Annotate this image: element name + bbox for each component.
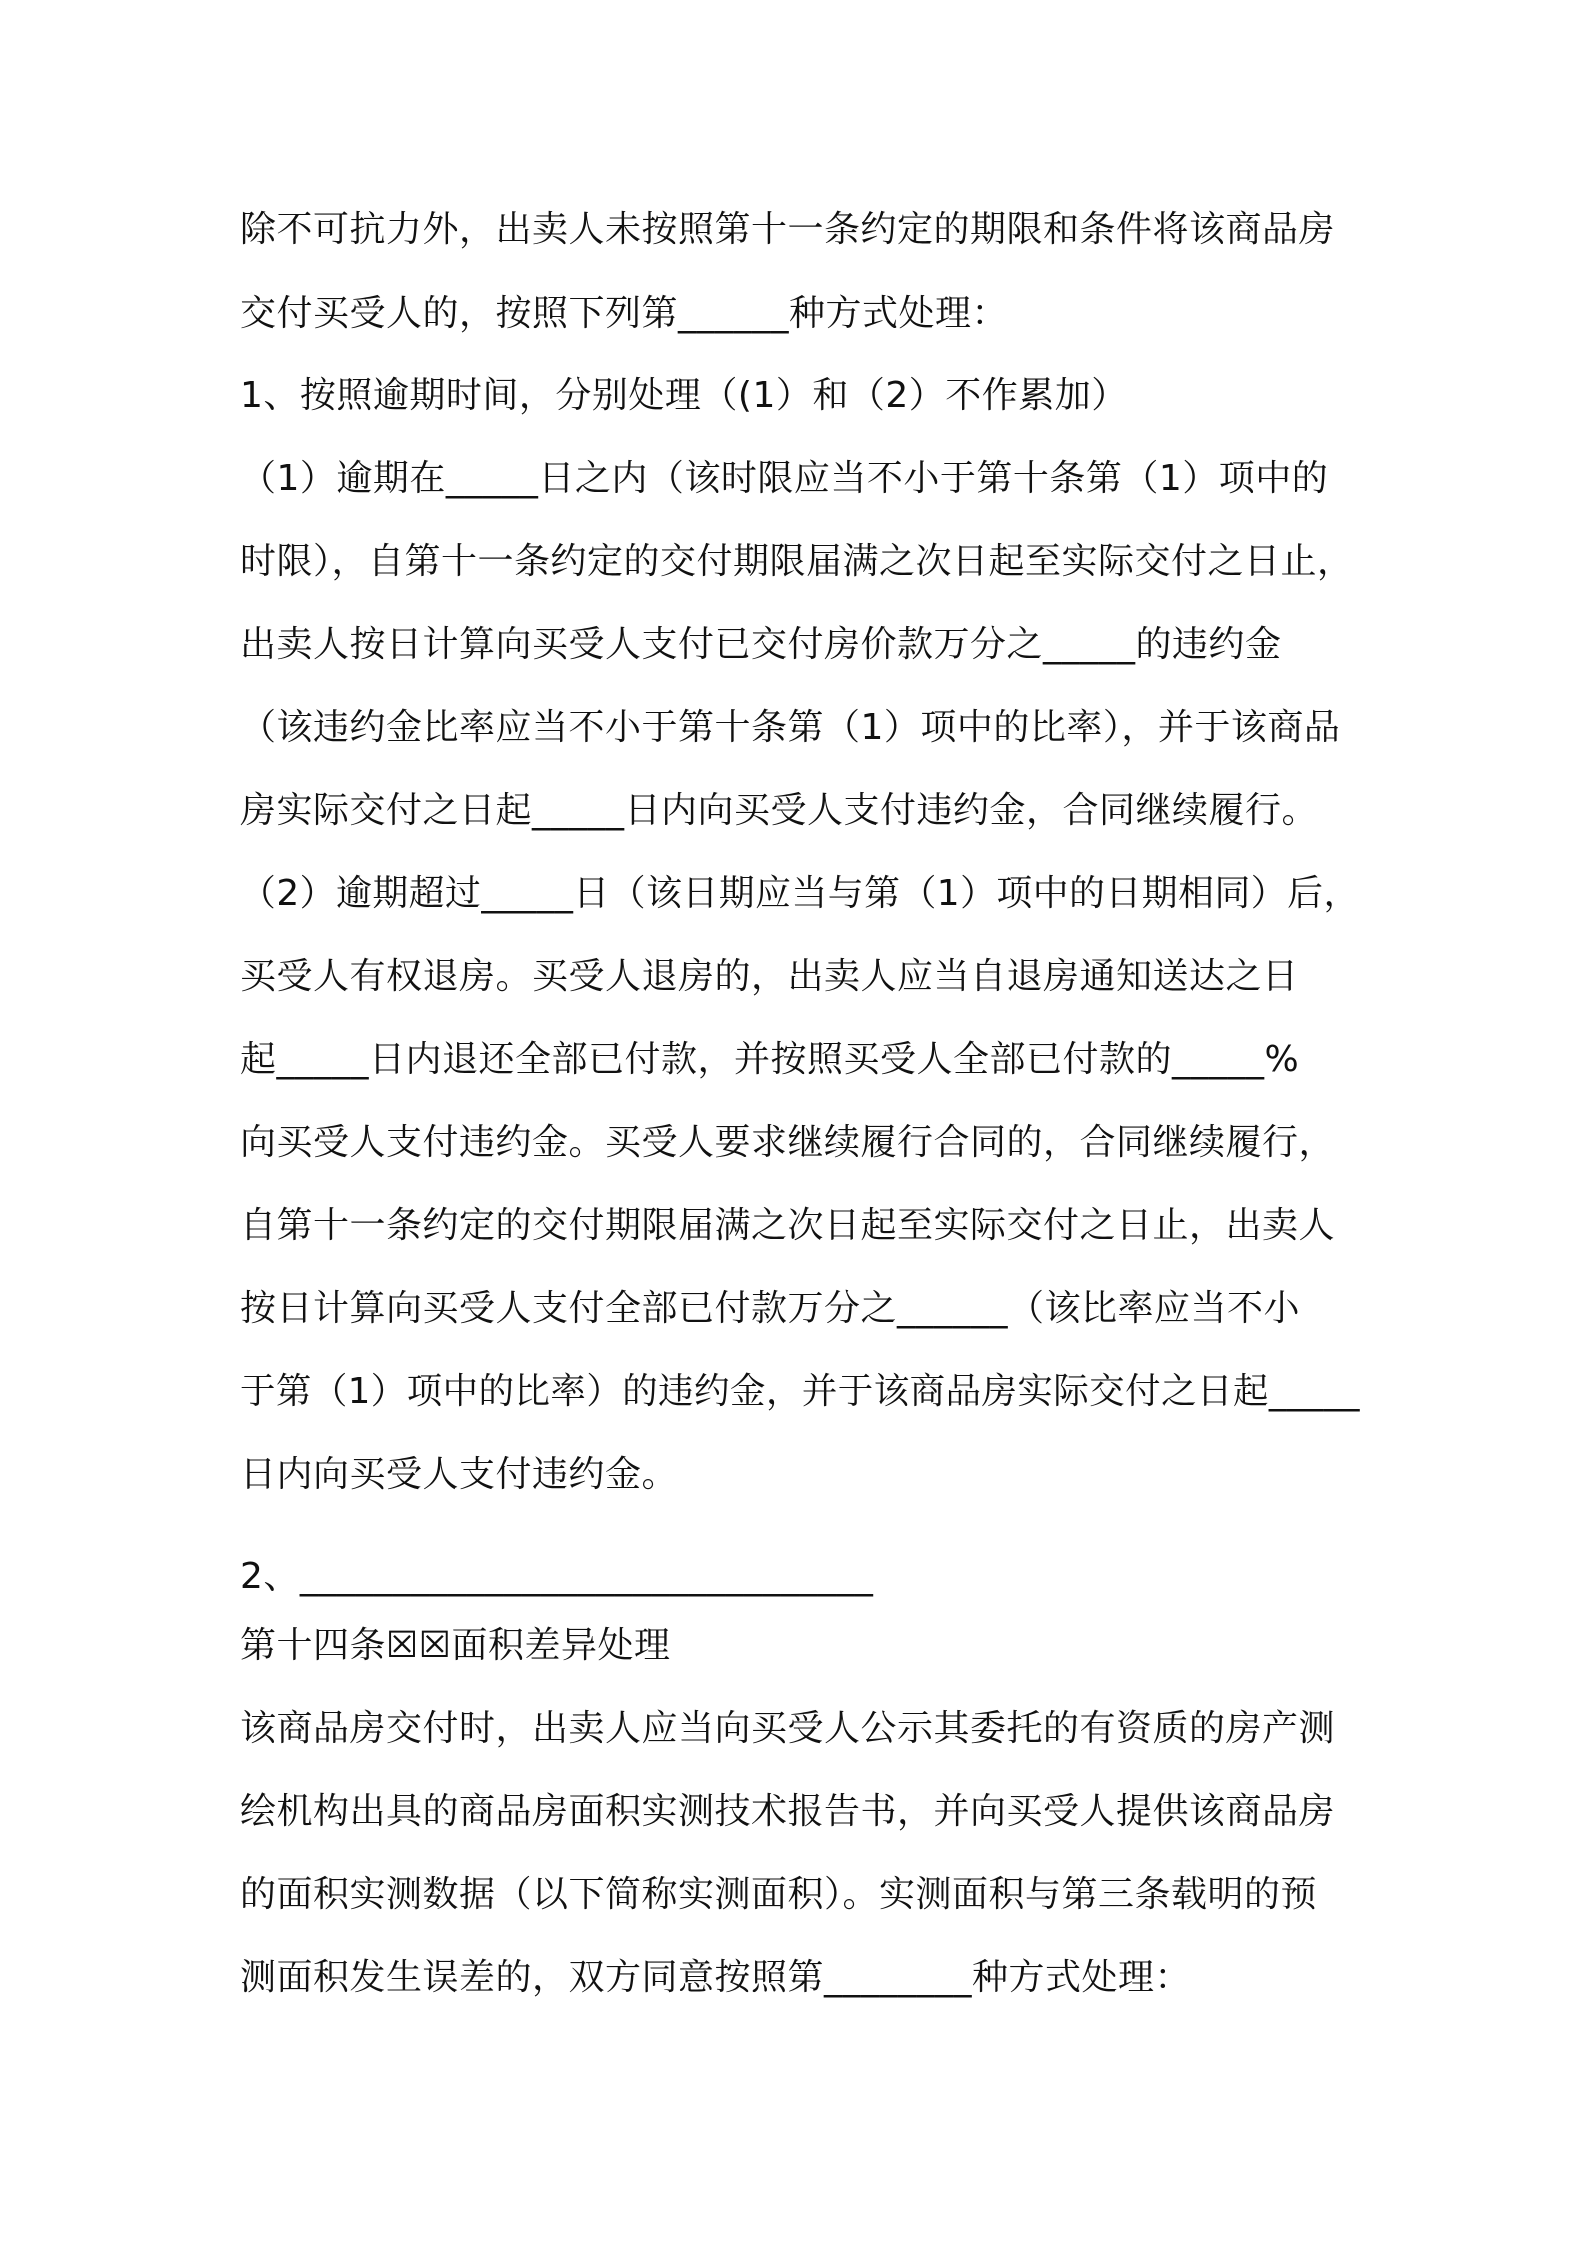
text-line: 该商品房交付时，出卖人应当向买受人公示其委托的有资质的房产测 (240, 1708, 1336, 1749)
text-line: 时限），自第十一条约定的交付期限届满之次日起至实际交付之日止， (240, 541, 1354, 582)
text-line: （该违约金比率应当不小于第十条第（1）项中的比率），并于该商品 (240, 707, 1341, 748)
text-line: 交付买受人的，按照下列第______种方式处理： (240, 293, 1009, 334)
text-line: 于第（1）项中的比率）的违约金，并于该商品房实际交付之日起_____ (240, 1371, 1360, 1412)
text-line: 按日计算向买受人支付全部已付款万分之______（该比率应当不小 (240, 1288, 1301, 1329)
text-line: 出卖人按日计算向买受人支付已交付房价款万分之_____的违约金 (240, 624, 1282, 665)
text-line: 起_____日内退还全部已付款，并按照买受人全部已付款的_____% (240, 1039, 1300, 1080)
text-line: 自第十一条约定的交付期限届满之次日起至实际交付之日止，出卖人 (240, 1205, 1336, 1246)
section-heading: 第十四条☒☒面积差异处理 (240, 1625, 671, 1666)
text-line: 买受人有权退房。买受人退房的，出卖人应当自退房通知送达之日 (240, 956, 1299, 997)
text-line: 绘机构出具的商品房面积实测技术报告书，并向买受人提供该商品房 (240, 1791, 1336, 1832)
text-line: 除不可抗力外，出卖人未按照第十一条约定的期限和条件将该商品房 (240, 209, 1336, 250)
text-line: 向买受人支付违约金。买受人要求继续履行合同的，合同继续履行， (240, 1122, 1336, 1163)
text-line: 2、_______________________________ (240, 1556, 874, 1597)
text-line: （2）逾期超过_____日（该日期应当与第（1）项中的日期相同）后， (240, 873, 1360, 914)
text-line: 房实际交付之日起_____日内向买受人支付违约金，合同继续履行。 (240, 790, 1319, 831)
text-line: 1、按照逾期时间，分别处理（(1）和（2）不作累加） (240, 375, 1128, 416)
text-line: （1）逾期在_____日之内（该时限应当不小于第十条第（1）项中的 (240, 458, 1329, 499)
text-line: 测面积发生误差的，双方同意按照第________种方式处理： (240, 1957, 1192, 1998)
text-line: 日内向买受人支付违约金。 (240, 1454, 679, 1495)
text-line: 的面积实测数据（以下简称实测面积）。实测面积与第三条载明的预 (240, 1874, 1318, 1915)
